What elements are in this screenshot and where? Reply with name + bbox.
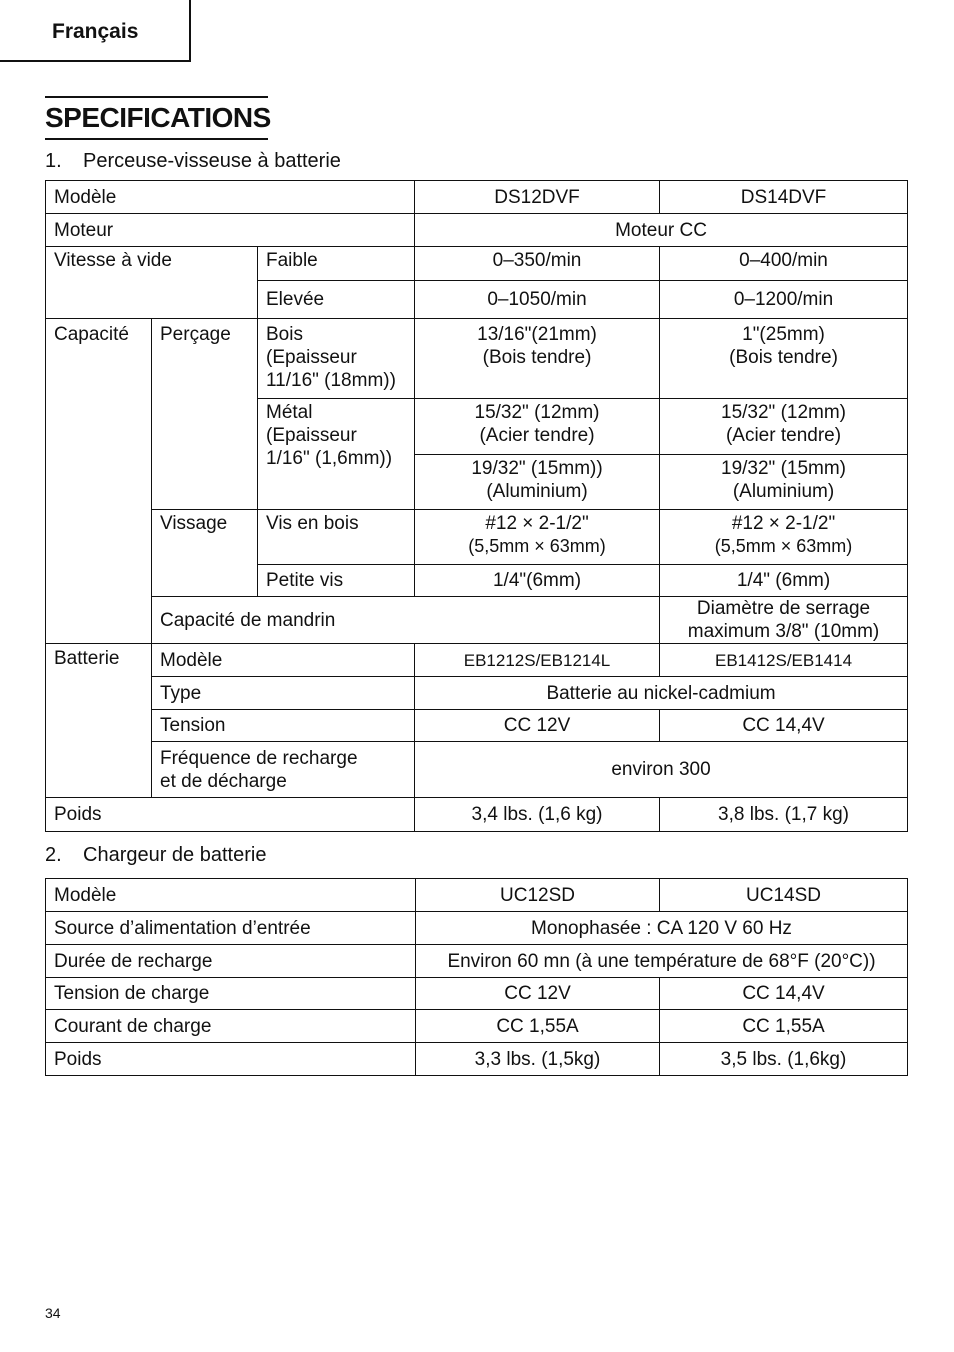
page-title-text: SPECIFICATIONS [45, 102, 271, 133]
table-row [46, 798, 908, 832]
page-number: 34 [45, 1305, 61, 1321]
table-row [46, 912, 908, 945]
metal-label-line: 1/16" (1,6mm)) [266, 448, 393, 469]
batterie-label: Batterie [46, 644, 152, 798]
frequence-label-line: Fréquence de recharge [160, 747, 358, 769]
charger-modele-label: Modèle [46, 879, 416, 912]
capacite-label: Capacité [46, 319, 152, 644]
value-line: 1"(25mm) [742, 324, 825, 345]
vis-bois-value-2 [660, 510, 908, 565]
petite-vis-value-1: 1/4"(6mm) [415, 565, 660, 597]
petite-vis-label: Petite vis [258, 565, 415, 597]
table-row [46, 214, 908, 247]
section2-heading [45, 844, 266, 867]
section2-title: Chargeur de batterie [83, 844, 267, 866]
percage-label: Perçage [152, 319, 258, 510]
source-label: Source d’alimentation d’entrée [46, 912, 416, 945]
charge-tension-label: Tension de charge [46, 978, 416, 1010]
metal-label-line: (Epaisseur [266, 425, 357, 446]
alu-value-1 [415, 455, 660, 510]
table-row [46, 247, 908, 281]
courant-label: Courant de charge [46, 1010, 416, 1043]
poids-value-2: 3,8 lbs. (1,7 kg) [660, 798, 908, 832]
batt-model-1: EB1212S/EB1214L [415, 644, 660, 677]
charge-tension-value-2: CC 14,4V [660, 978, 908, 1010]
value-line: (5,5mm × 63mm) [714, 536, 853, 556]
value-line: 19/32" (15mm)) [471, 458, 603, 479]
value-line: (Bois tendre) [482, 347, 592, 368]
tension-value-1: CC 12V [415, 710, 660, 742]
elevee-value-2: 0–1200/min [660, 281, 908, 319]
bois-label-line: 11/16" (18mm)) [266, 370, 396, 391]
value-line: #12 × 2-1/2" [485, 513, 589, 534]
poids-label: Poids [46, 798, 415, 832]
value-line: (Acier tendre) [479, 425, 595, 446]
language-tab [0, 0, 191, 62]
value-line: 15/32" (12mm) [474, 402, 600, 423]
value-line: 13/16"(21mm) [477, 324, 597, 345]
metal-label [258, 399, 415, 510]
charger-model-1: UC12SD [416, 879, 660, 912]
charge-tension-value-1: CC 12V [416, 978, 660, 1010]
duree-label: Durée de recharge [46, 945, 416, 978]
acier-value-1 [415, 399, 660, 455]
moteur-value: Moteur CC [415, 214, 908, 247]
page-title [45, 96, 271, 140]
bois-value-1 [415, 319, 660, 399]
charger-poids-value-2: 3,5 lbs. (1,6kg) [660, 1043, 908, 1076]
acier-value-2 [660, 399, 908, 455]
metal-label-line: Métal [266, 402, 313, 423]
table-row [46, 742, 908, 798]
bois-label-line: (Epaisseur [266, 347, 357, 368]
vitesse-label: Vitesse à vide [46, 247, 258, 319]
frequence-label-line: et de décharge [160, 770, 287, 792]
source-value: Monophasée : CA 120 V 60 Hz [416, 912, 908, 945]
petite-vis-value-2: 1/4" (6mm) [660, 565, 908, 597]
vis-bois-value-1 [415, 510, 660, 565]
value-line: 15/32" (12mm) [721, 402, 847, 423]
charger-poids-value-1: 3,3 lbs. (1,5kg) [416, 1043, 660, 1076]
tension-value-2: CC 14,4V [660, 710, 908, 742]
faible-value-1: 0–350/min [415, 247, 660, 281]
value-line: #12 × 2-1/2" [731, 513, 836, 534]
language-label: Français [52, 20, 139, 43]
value-line: (Aluminium) [486, 481, 588, 502]
table-row [46, 1043, 908, 1076]
charger-poids-label: Poids [46, 1043, 416, 1076]
model-1: DS12DVF [415, 181, 660, 214]
section2-number: 2. [45, 844, 62, 866]
alu-value-2 [660, 455, 908, 510]
frequence-value: environ 300 [415, 742, 908, 798]
tension-label: Tension [152, 710, 415, 742]
bois-label-line: Bois [266, 324, 303, 345]
batt-modele-label: Modèle [152, 644, 415, 677]
table-row [46, 677, 908, 710]
duree-value: Environ 60 mn (à une température de 68°F (20°C)) [416, 945, 908, 978]
table-row [46, 319, 908, 399]
table-row [46, 945, 908, 978]
courant-value-1: CC 1,55A [416, 1010, 660, 1043]
table-row [46, 644, 908, 677]
charger-model-2: UC14SD [660, 879, 908, 912]
vissage-label: Vissage [152, 510, 258, 597]
bois-label [258, 319, 415, 399]
elevee-value-1: 0–1050/min [415, 281, 660, 319]
moteur-label: Moteur [46, 214, 415, 247]
table-row [46, 710, 908, 742]
courant-value-2: CC 1,55A [660, 1010, 908, 1043]
table-row [46, 510, 908, 565]
type-label: Type [152, 677, 415, 710]
table-row [46, 1010, 908, 1043]
table-row [46, 879, 908, 912]
section1-heading [45, 150, 341, 173]
modele-label: Modèle [46, 181, 415, 214]
mandrin-label: Capacité de mandrin [152, 597, 660, 644]
drill-spec-table [45, 180, 908, 832]
poids-value-1: 3,4 lbs. (1,6 kg) [415, 798, 660, 832]
faible-value-2: 0–400/min [660, 247, 908, 281]
elevee-label: Elevée [258, 281, 415, 319]
mandrin-value: Diamètre de serrage maximum 3/8" (10mm) [660, 597, 908, 644]
faible-label: Faible [258, 247, 415, 281]
type-value: Batterie au nickel-cadmium [415, 677, 908, 710]
section1-number: 1. [45, 150, 62, 172]
bois-value-2 [660, 319, 908, 399]
frequence-label [152, 742, 415, 798]
table-row [46, 978, 908, 1010]
value-line: (5,5mm × 63mm) [468, 536, 606, 556]
table-row [46, 597, 908, 644]
charger-spec-table [45, 878, 908, 1076]
value-line: (Acier tendre) [725, 425, 842, 446]
value-line: (Aluminium) [732, 481, 835, 502]
value-line: 19/32" (15mm) [721, 458, 847, 479]
value-line: (Bois tendre) [729, 347, 838, 368]
section1-title: Perceuse-visseuse à batterie [83, 150, 341, 172]
table-row [46, 181, 908, 214]
vis-bois-label: Vis en bois [258, 510, 415, 565]
model-2: DS14DVF [660, 181, 908, 214]
batt-model-2: EB1412S/EB1414 [660, 644, 908, 677]
